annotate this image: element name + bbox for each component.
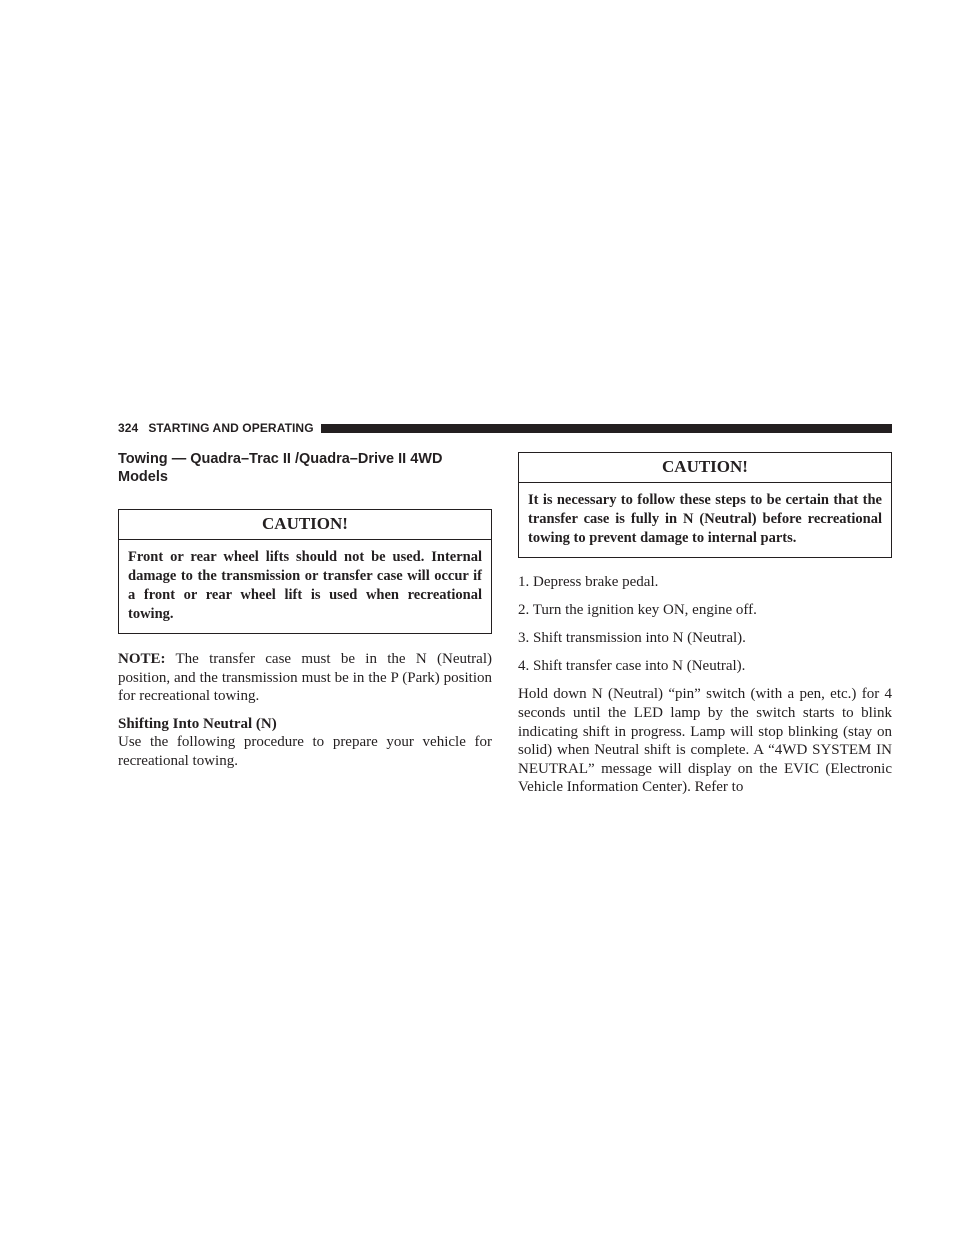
header-rule	[321, 424, 892, 433]
list-item: 2. Turn the ignition key ON, engine off.	[518, 602, 757, 619]
note-paragraph	[118, 650, 492, 706]
caution-box-neutral	[518, 452, 892, 558]
list-item: 3. Shift transmission into N (Neutral).	[518, 630, 746, 647]
caution-title: CAUTION!	[519, 453, 891, 483]
section-title: STARTING AND OPERATING	[148, 421, 314, 435]
towing-heading: Towing — Quadra–Trac II /Quadra–Drive II 4WD Models	[118, 451, 443, 485]
procedure-intro: Use the following procedure to prepare your vehicle for recreational towing.	[118, 734, 492, 769]
page-number: 324	[118, 421, 139, 435]
note-label: NOTE:	[118, 651, 166, 667]
right-column	[518, 452, 892, 797]
caution-body: It is necessary to follow these steps to be certain that the transfer case is fully in N (Neutral) before recreational towing to prevent damage to internal parts.	[528, 492, 882, 546]
steps-list	[518, 573, 892, 676]
shifting-subheading: Shifting Into Neutral (N)	[118, 715, 277, 732]
page-header	[118, 420, 892, 436]
note-text: The transfer case must be in the N (Neutral) position, and the transmission must be in the P (Park) position for recreational towing.	[118, 651, 492, 705]
list-item: 4. Shift transfer case into N (Neutral).	[518, 658, 746, 675]
left-column	[118, 450, 492, 771]
caution-title: CAUTION!	[119, 510, 491, 540]
caution-box-wheel-lifts	[118, 509, 492, 634]
list-item: 1. Depress brake pedal.	[518, 574, 659, 590]
pin-switch-paragraph: Hold down N (Neutral) “pin” switch (with a pen, etc.) for 4 seconds until the LED lamp by the switch starts to blink indicating shift in progress. Lamp will stop blinking (stay on solid) when Neutral shift is complete. A “4WD SYSTEM IN NEUTRAL” message will display on the EVIC (Electronic Vehicle Information Center). Refer to	[518, 686, 892, 796]
caution-body: Front or rear wheel lifts should not be used. Internal damage to the transmission or transfer case will occur if a front or rear wheel lift is used when recreational towing.	[128, 549, 482, 622]
